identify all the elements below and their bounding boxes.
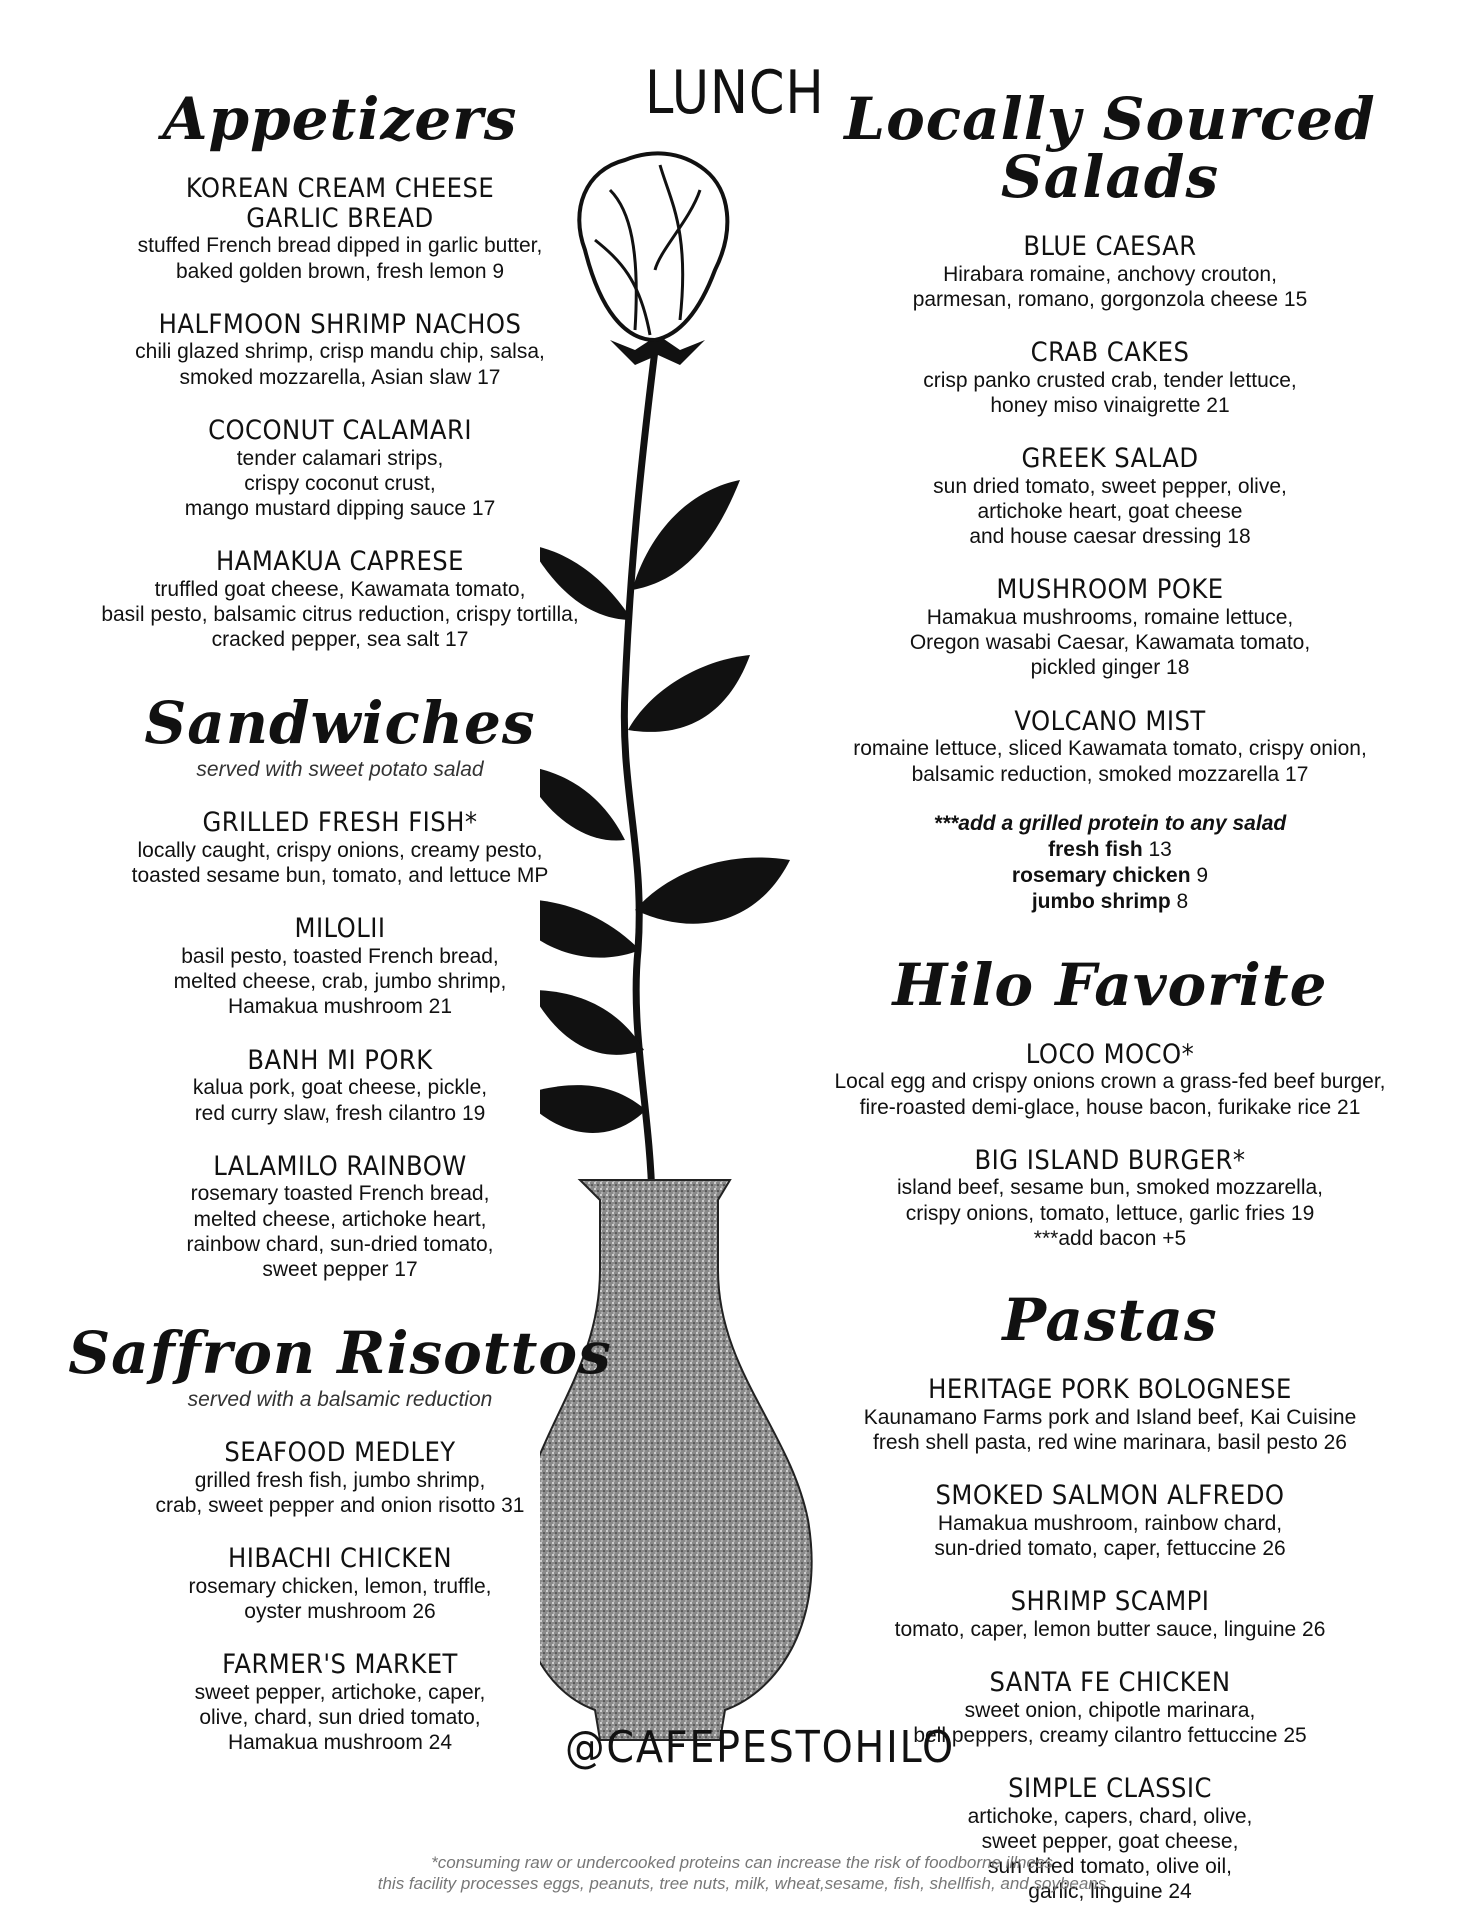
menu-item-description: Hamakua mushroom, rainbow chard, sun-dried tomato, caper, fettuccine 26 (934, 1511, 1286, 1560)
menu-item-name: GRILLED FRESH FISH* (202, 807, 478, 839)
menu-item-description: sun dried tomato, sweet pepper, olive, artichoke heart, goat cheese and house caesar dressing 18 (933, 474, 1287, 549)
salad-addon-name: fresh fish (1048, 837, 1143, 861)
menu-item-name: HERITAGE PORK BOLOGNESE (928, 1374, 1292, 1405)
menu-item (60, 174, 620, 284)
menu-item (770, 707, 1450, 787)
menu-item-name: CRAB CAKES (1030, 337, 1190, 369)
risottos-section (60, 1319, 620, 1755)
menu-item (60, 547, 620, 652)
favorite-section (770, 950, 1450, 1251)
menu-item-name: KOREAN CREAM CHEESE GARLIC BREAD (185, 173, 495, 234)
menu-item (60, 416, 620, 521)
menu-item-name: BLUE CAESAR (1023, 231, 1197, 262)
menu-item-description: kalua pork, goat cheese, pickle, red curry slaw, fresh cilantro 19 (192, 1076, 488, 1125)
menu-item-description: stuffed French bread dipped in garlic butter, baked golden brown, fresh lemon 9 (137, 234, 543, 283)
risottos-heading: Saffron Risottos (68, 1319, 612, 1388)
menu-item-name: MUSHROOM POKE (996, 574, 1224, 606)
menu-item-name: GREEK SALAD (1021, 443, 1199, 475)
menu-item-description: Kaunamano Farms pork and Island beef, Kai Cuisine fresh shell pasta, red wine marinara, basil pesto 26 (863, 1405, 1357, 1454)
menu-item-description: Hamakua mushrooms, romaine lettuce, Oregon wasabi Caesar, Kawamata tomato, pickled ginger 18 (909, 606, 1311, 680)
menu-item (60, 914, 620, 1019)
menu-item-description: artichoke, capers, chard, olive, sweet pepper, goat cheese, sun dried tomato, olive oil, garlic, linguine 24 (967, 1804, 1253, 1904)
menu-item-name: SEAFOOD MEDLEY (224, 1437, 456, 1469)
menu-item-description: island beef, sesame bun, smoked mozzarella, crispy onions, tomato, lettuce, garlic fries 19 ***add bacon +5 (896, 1176, 1324, 1250)
menu-item-name: HIBACHI CHICKEN (227, 1543, 453, 1575)
menu-item-name: COCONUT CALAMARI (208, 414, 472, 446)
menu-item (60, 1650, 620, 1755)
menu-item-description: sweet pepper, artichoke, caper, olive, chard, sun dried tomato, Hamakua mushroom 24 (194, 1680, 486, 1755)
menu-item-name: SHRIMP SCAMPI (1010, 1586, 1210, 1618)
menu-item-name: VOLCANO MIST (1014, 705, 1206, 737)
footer-line-2: this facility processes eggs, peanuts, tree nuts, milk, wheat,sesame, fish, shellfish, and soybeans (377, 1874, 1107, 1894)
menu-item (770, 1146, 1450, 1251)
social-handle: @CAFEPESTOHILO (565, 1722, 956, 1773)
salad-addon-price: 9 (1196, 864, 1209, 888)
menu-item-name: HAMAKUA CAPRESE (216, 546, 464, 578)
menu-item-description: locally caught, crispy onions, creamy pesto, toasted sesame bun, tomato, and lettuce MP (131, 839, 549, 888)
menu-item (60, 1544, 620, 1624)
favorite-heading: Hilo Favorite (892, 950, 1328, 1019)
salad-addon-item (770, 863, 1450, 889)
salad-addon-note: ***add a grilled protein to any salad (933, 811, 1287, 835)
pastas-list (770, 1375, 1450, 1905)
salad-addon-price: 8 (1176, 890, 1189, 914)
menu-item-description: basil pesto, toasted French bread, melted cheese, crab, jumbo shrimp, Hamakua mushroom 21 (173, 945, 507, 1019)
risottos-note: served with a balsamic reduction (187, 1388, 493, 1412)
menu-item-description: crisp panko crusted crab, tender lettuce, honey miso vinaigrette 21 (923, 368, 1297, 417)
sandwiches-heading: Sandwiches (144, 689, 536, 758)
menu-item (60, 1046, 620, 1126)
menu-item-name: SMOKED SALMON ALFREDO (935, 1480, 1285, 1512)
salad-addon-price: 13 (1148, 837, 1172, 861)
sandwiches-note: served with sweet potato salad (196, 758, 484, 782)
menu-item-name: FARMER'S MARKET (222, 1649, 458, 1681)
menu-item-name: SANTA FE CHICKEN (989, 1667, 1231, 1698)
salad-addon-item (770, 889, 1450, 915)
menu-item (770, 1040, 1450, 1120)
menu-item-description: Hirabara romaine, anchovy crouton, parmesan, romano, gorgonzola cheese 15 (912, 262, 1308, 311)
favorite-list (770, 1040, 1450, 1251)
salads-section (770, 85, 1450, 916)
menu-item-name: LOCO MOCO* (1025, 1038, 1195, 1070)
menu-item (60, 808, 620, 888)
menu-item-description: rosemary chicken, lemon, truffle, oyster mushroom 26 (188, 1574, 492, 1624)
menu-item-description: truffled goat cheese, Kawamata tomato, basil pesto, balsamic citrus reduction, crispy tortilla, cracked pepper, sea salt 17 (101, 577, 579, 652)
menu-item-name: SIMPLE CLASSIC (1008, 1773, 1212, 1805)
menu-item (770, 338, 1450, 418)
menu-item (770, 1587, 1450, 1642)
menu-item (770, 1375, 1450, 1455)
salads-list (770, 232, 1450, 787)
footer-disclaimer (0, 1852, 1484, 1895)
salad-addons-list (770, 837, 1450, 916)
footer-line-1: *consuming raw or undercooked proteins can increase the risk of foodborne illness (431, 1853, 1053, 1872)
menu-item-name: HALFMOON SHRIMP NACHOS (158, 308, 522, 340)
menu-item (60, 310, 620, 390)
salads-heading: Locally Sourced Salads (844, 85, 1376, 211)
pastas-section (770, 1286, 1450, 1905)
left-column (60, 85, 620, 1756)
menu-item (60, 1438, 620, 1518)
menu-item-description: sweet onion, chipotle marinara, bell peppers, creamy cilantro fettuccine 25 (913, 1698, 1307, 1747)
menu-item (770, 575, 1450, 680)
salad-addon-name: rosemary chicken (1011, 864, 1191, 888)
menu-item-description: chili glazed shrimp, crisp mandu chip, salsa, smoked mozzarella, Asian slaw 17 (135, 340, 545, 389)
right-column (770, 85, 1450, 1905)
menu-item-name: BIG ISLAND BURGER* (974, 1144, 1246, 1176)
menu-item-description: rosemary toasted French bread, melted cheese, artichoke heart, rainbow chard, sun-dried tomato, sweet pepper 17 (186, 1182, 494, 1281)
pastas-heading: Pastas (1002, 1286, 1218, 1354)
menu-item (770, 232, 1450, 312)
risottos-list (60, 1438, 620, 1755)
menu-item-description: Local egg and crispy onions crown a grass-fed beef burger, fire-roasted demi-glace, house bacon, furikake rice 21 (834, 1070, 1386, 1119)
menu-item-name: LALAMILO RAINBOW (213, 1150, 467, 1182)
appetizers-section (60, 85, 620, 652)
menu-item-description: romaine lettuce, sliced Kawamata tomato, crispy onion, balsamic reduction, smoked mozzarella 17 (853, 737, 1367, 786)
menu-item-name: BANH MI PORK (247, 1044, 433, 1076)
salad-addon-name: jumbo shrimp (1031, 890, 1171, 914)
menu-item (770, 1481, 1450, 1561)
appetizers-list (60, 174, 620, 652)
menu-item (770, 444, 1450, 549)
menu-item-description: tender calamari strips, crispy coconut crust, mango mustard dipping sauce 17 (184, 446, 496, 520)
appetizers-heading: Appetizers (162, 85, 518, 153)
menu-item-name: MILOLII (294, 913, 386, 945)
page-title: LUNCH (645, 58, 825, 128)
menu-item-description: grilled fresh fish, jumbo shrimp, crab, sweet pepper and onion risotto 31 (155, 1468, 525, 1517)
sandwiches-section (60, 689, 620, 1282)
sandwiches-list (60, 808, 620, 1282)
salad-addon-item (770, 837, 1450, 863)
menu-item-description: tomato, caper, lemon butter sauce, linguine 26 (894, 1617, 1326, 1641)
menu-item (60, 1152, 620, 1282)
